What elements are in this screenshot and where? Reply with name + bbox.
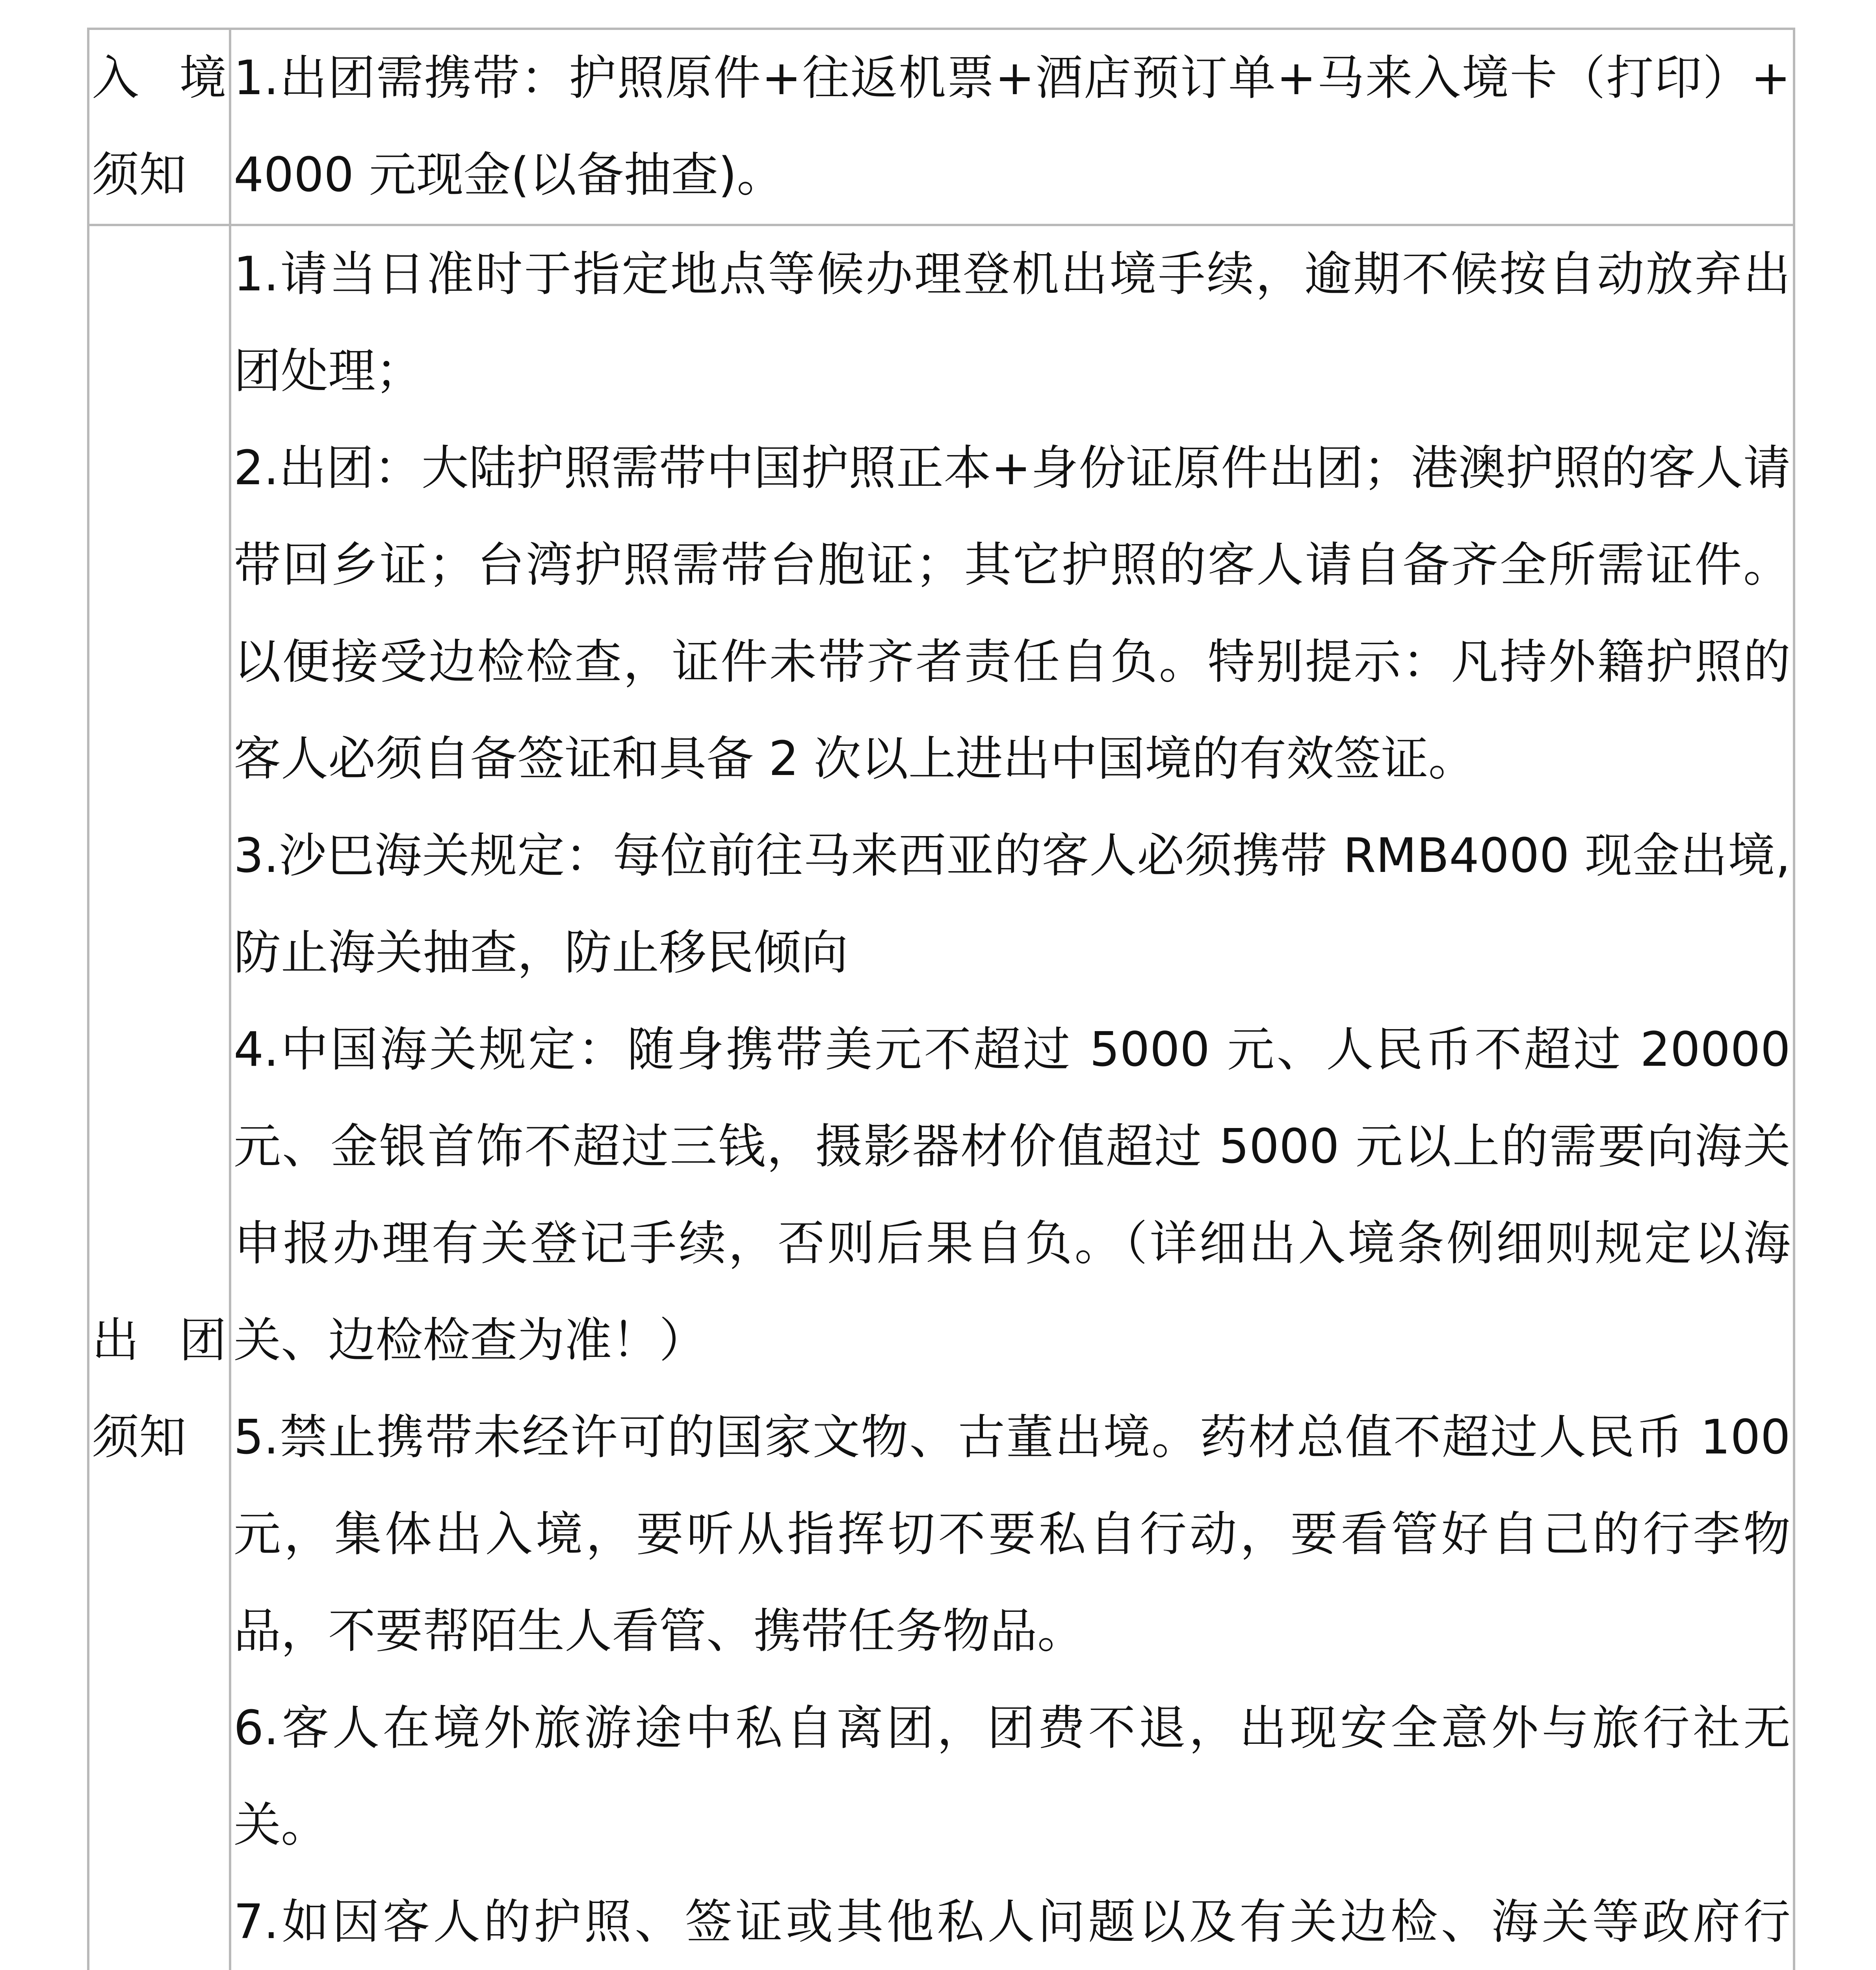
- entry-label-cell: [88, 29, 230, 225]
- table-row-departure: [88, 225, 1794, 1970]
- entry-label-char-2: 境: [179, 51, 227, 106]
- departure-item-3: 3.沙巴海关规定：每位前往马来西亚的客人必须携带 RMB4000 现金出境,防止海关抽查，防止移民倾向: [234, 829, 1791, 980]
- entry-label-line-2: 须知: [92, 148, 186, 203]
- departure-item-4: 4.中国海关规定：随身携带美元不超过 5000 元、人民币不超过 20000 元、金银首饰不超过三钱，摄影器材价值超过 5000 元以上的需要向海关申报办理有关登记手续，否则后果自负。（详细出入境条例细则规定以海关、边检检查为准！）: [234, 1022, 1791, 1368]
- entry-label-char-1: 入: [92, 51, 139, 106]
- departure-label-cell: [88, 225, 230, 1970]
- departure-item-1: 1.请当日准时于指定地点等候办理登机出境手续，逾期不候按自动放弃出团处理；: [234, 247, 1791, 399]
- departure-label-char-1: 出: [92, 1313, 139, 1368]
- departure-item-2: 2.出团：大陆护照需带中国护照正本+身份证原件出团；港澳护照的客人请带回乡证；台湾护照需带台胞证；其它护照的客人请自备齐全所需证件。以便接受边检检查，证件未带齐者责任自负。特别提示：凡持外籍护照的客人必须自备签证和具备 2 次以上进出中国境的有效签证。: [234, 441, 1791, 786]
- departure-label-char-2: 团: [179, 1313, 227, 1368]
- departure-label-line-2: 须知: [92, 1410, 186, 1465]
- entry-notice-text: 1.出团需携带：护照原件+往返机票+酒店预订单+马来入境卡（打印）+4000 元现金(以备抽查)。: [234, 51, 1791, 203]
- departure-item-5: 5.禁止携带未经许可的国家文物、古董出境。药材总值不超过人民币 100 元，集体出入境，要听从指挥切不要私自行动，要看管好自己的行李物品，不要帮陌生人看管、携带任务物品。: [234, 1410, 1791, 1659]
- departure-content-cell: [230, 225, 1794, 1970]
- table-row-entry: [88, 29, 1794, 225]
- notice-table: [87, 28, 1795, 1970]
- entry-content-cell: [230, 29, 1794, 225]
- departure-item-7: 7.如因客人的护照、签证或其他私人问题以及有关边检、海关等政府行: [234, 1895, 1791, 1950]
- departure-item-6: 6.客人在境外旅游途中私自离团，团费不退，出现安全意外与旅行社无关。: [234, 1701, 1791, 1853]
